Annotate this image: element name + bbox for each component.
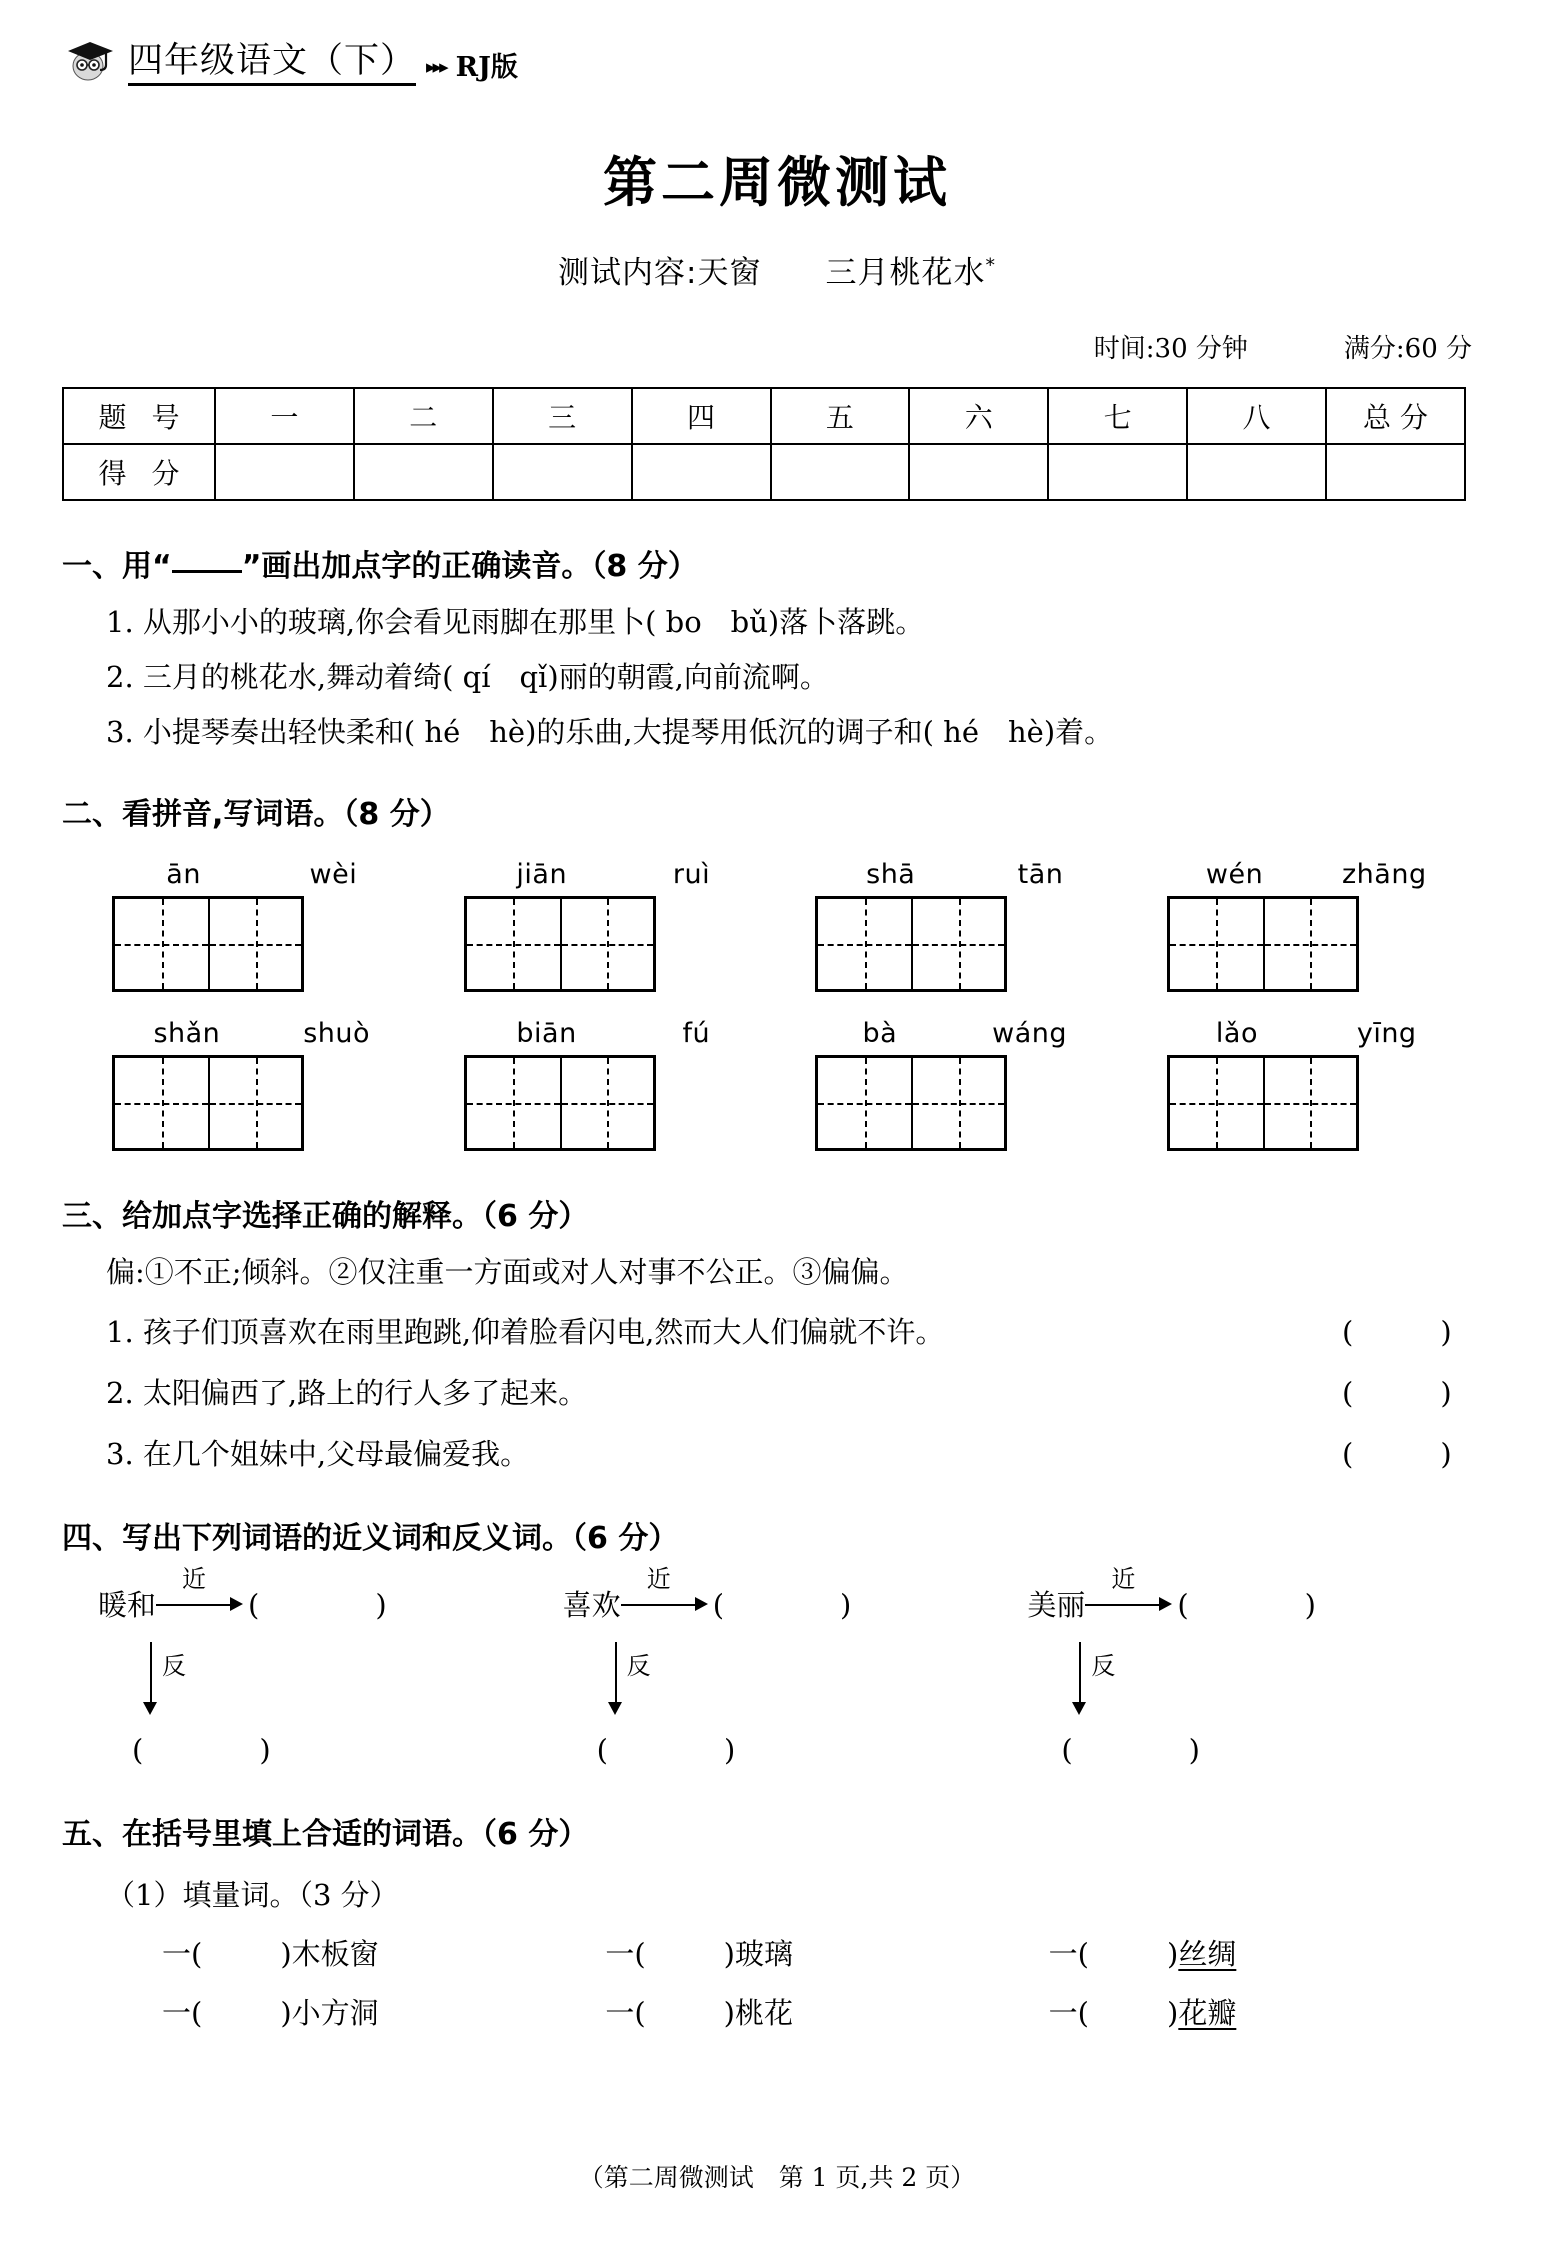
- page-header: [62, 0, 1492, 96]
- question-item-with-answer: [62, 1371, 1492, 1412]
- pinyin-grid-row-2: [62, 1018, 1492, 1151]
- character-box[interactable]: [112, 1055, 304, 1151]
- question-item: 2. 三月的桃花水,舞动着绮( qí qǐ)丽的朝霞,向前流啊。: [106, 659, 829, 694]
- mw-word: 丝绸: [1178, 1937, 1237, 1972]
- section-number-1: 一、: [62, 549, 122, 584]
- question-item-with-answer: [62, 1310, 1492, 1351]
- mw-prefix: 一(: [605, 1937, 646, 1972]
- mw-prefix: 一(: [605, 1996, 646, 2031]
- section-score-3: （6 分）: [482, 1199, 589, 1235]
- page-footer: （第二周微测试 第 1 页,共 2 页）: [578, 2163, 976, 2192]
- measure-word-row: [62, 1991, 1492, 2032]
- score-cell-8[interactable]: [1187, 444, 1326, 500]
- character-box[interactable]: [1167, 896, 1359, 992]
- mw-word: 小方洞: [291, 1996, 379, 2031]
- pinyin-syllable: lǎo: [1215, 1018, 1258, 1050]
- antonym-answer-parenthesis[interactable]: ( ): [596, 1733, 736, 1768]
- section-number-2: 二、: [62, 797, 122, 833]
- mw-suffix: ): [723, 1937, 735, 1972]
- section-heading-5: [62, 1809, 1492, 1853]
- antonym-label: 反: [626, 1652, 651, 1681]
- col-3: 三: [493, 388, 632, 444]
- score-cell-1[interactable]: [215, 444, 354, 500]
- measure-word-item[interactable]: [162, 1932, 605, 1973]
- col-7: 七: [1048, 388, 1187, 444]
- pinyin-syllable: shuò: [303, 1018, 371, 1050]
- mw-prefix: 一(: [162, 1937, 203, 1972]
- score-cell-6[interactable]: [909, 444, 1048, 500]
- synonym-label: 近: [182, 1564, 207, 1593]
- time-limit: 时间:30 分钟: [1093, 334, 1248, 364]
- base-word: 喜欢: [562, 1588, 621, 1623]
- col-2: 二: [354, 388, 493, 444]
- mw-word: 桃花: [734, 1996, 793, 2031]
- score-cell-total[interactable]: [1326, 444, 1465, 500]
- synonym-antonym-block: [562, 1564, 1028, 1769]
- pinyin-syllable: wén: [1205, 859, 1264, 891]
- table-row: [63, 444, 1465, 500]
- section-heading-4: [62, 1513, 1492, 1557]
- subtitle-text: 测试内容:天窗 三月桃花水: [558, 255, 986, 291]
- section-number-4: 四、: [62, 1521, 122, 1557]
- section-head-after-1: ”画出加点字的正确读音。: [241, 549, 592, 584]
- section-heading-2: [62, 789, 1492, 833]
- pinyin-grid-group: [789, 859, 1141, 992]
- score-cell-7[interactable]: [1048, 444, 1187, 500]
- synonym-antonym-block: [98, 1564, 563, 1769]
- character-box[interactable]: [464, 896, 656, 992]
- score-table: [62, 387, 1466, 501]
- total-score: 满分:60 分: [1343, 334, 1472, 364]
- synonym-answer-parenthesis[interactable]: ( ): [1177, 1588, 1316, 1623]
- mw-word: 木板窗: [291, 1937, 379, 1972]
- chevron-right-icon: ▸▸▸: [426, 56, 446, 78]
- exam-meta: [62, 328, 1492, 365]
- section-head-before-1: 用“: [122, 549, 172, 584]
- row-label-question-number: 题 号: [63, 388, 215, 444]
- subsection-text: （1）填量词。: [106, 1878, 299, 1913]
- measure-word-row: [62, 1932, 1492, 1973]
- section-heading-3: [62, 1191, 1492, 1235]
- pinyin-syllable: biān: [516, 1018, 577, 1050]
- synonym-label: 近: [646, 1564, 671, 1593]
- mw-word: 玻璃: [734, 1937, 793, 1972]
- measure-word-item[interactable]: [162, 1991, 605, 2032]
- section-score-2: （8 分）: [343, 797, 450, 833]
- grade-label: 四年级语文（下）: [128, 44, 416, 86]
- section-score-4: （6 分）: [572, 1521, 679, 1557]
- character-box[interactable]: [1167, 1055, 1359, 1151]
- score-cell-3[interactable]: [493, 444, 632, 500]
- pinyin-syllable: jiān: [516, 859, 568, 891]
- pinyin-syllable: wèi: [309, 859, 358, 891]
- mw-suffix: ): [1166, 1937, 1179, 1972]
- mw-suffix: ): [280, 1996, 292, 2031]
- pinyin-syllable: shǎn: [153, 1018, 221, 1050]
- antonym-answer-parenthesis[interactable]: ( ): [1061, 1733, 1200, 1768]
- mw-prefix: 一(: [1048, 1996, 1089, 2031]
- synonym-antonym-block: [1027, 1564, 1492, 1769]
- mw-prefix: 一(: [162, 1996, 203, 2031]
- col-total: 总 分: [1326, 388, 1465, 444]
- pinyin-grid-group: [438, 859, 790, 992]
- pinyin-syllable: zhāng: [1342, 859, 1427, 891]
- pinyin-syllable: bà: [862, 1018, 898, 1050]
- edition-label: RJ版: [455, 52, 518, 83]
- score-cell-4[interactable]: [632, 444, 771, 500]
- measure-word-item[interactable]: [605, 1991, 1048, 2032]
- synonym-answer-parenthesis[interactable]: ( ): [712, 1588, 852, 1623]
- answer-parenthesis[interactable]: ( ): [1342, 1315, 1452, 1350]
- subtitle: [62, 247, 1492, 292]
- section-head-text-3: 给加点字选择正确的解释。: [122, 1199, 482, 1235]
- base-word: 美丽: [1027, 1588, 1086, 1623]
- subtitle-asterisk: *: [985, 254, 996, 277]
- col-5: 五: [771, 388, 910, 444]
- antonym-answer-parenthesis[interactable]: ( ): [132, 1733, 271, 1768]
- antonym-label: 反: [1091, 1652, 1116, 1681]
- col-8: 八: [1187, 388, 1326, 444]
- measure-word-item[interactable]: [605, 1932, 1048, 1973]
- pinyin-syllable: ruì: [672, 859, 711, 891]
- measure-word-item[interactable]: [1049, 1991, 1492, 2032]
- answer-parenthesis[interactable]: ( ): [1342, 1376, 1452, 1411]
- pinyin-grid-group: [438, 1018, 790, 1151]
- row-label-score: 得 分: [63, 444, 215, 500]
- mw-suffix: ): [280, 1937, 292, 1972]
- question-item: 3. 小提琴奏出轻快柔和( hé hè)的乐曲,大提琴用低沉的调子和( hé hè)着。: [106, 714, 1114, 749]
- section-head-text-4: 写出下列词语的近义词和反义词。: [122, 1521, 572, 1557]
- underline-placeholder: [172, 570, 242, 573]
- col-4: 四: [632, 388, 771, 444]
- character-box[interactable]: [815, 1055, 1007, 1151]
- pinyin-syllable: ān: [166, 859, 201, 891]
- section-heading-1: [62, 541, 1492, 585]
- synonym-arrow-icon: [1085, 1564, 1177, 1619]
- measure-word-item[interactable]: [1049, 1932, 1492, 1973]
- question-text: 1. 孩子们顶喜欢在雨里跑跳,仰着脸看闪电,然而大人们偏就不许。: [106, 1315, 945, 1350]
- section-head-text-5: 在括号里填上合适的词语。: [122, 1817, 482, 1853]
- section-score-1: （8 分）: [591, 549, 698, 584]
- question-item: 1. 从那小小的玻璃,你会看见雨脚在那里卜( bo bǔ)落卜落跳。: [106, 605, 925, 639]
- subsection-score: （3 分）: [298, 1878, 399, 1913]
- table-row: [63, 388, 1465, 444]
- section-head-text-2: 看拼音,写词语。: [122, 797, 344, 833]
- section-score-5: （6 分）: [482, 1817, 589, 1853]
- synonym-antonym-row: [62, 1564, 1492, 1769]
- mw-prefix: 一(: [1048, 1937, 1089, 1972]
- synonym-answer-parenthesis[interactable]: ( ): [248, 1588, 387, 1623]
- pinyin-grid-row-1: [62, 859, 1492, 992]
- character-box[interactable]: [815, 896, 1007, 992]
- score-cell-2[interactable]: [354, 444, 493, 500]
- antonym-arrow-icon: [615, 1642, 735, 1720]
- synonym-label: 近: [1111, 1564, 1136, 1593]
- pinyin-grid-group: [86, 1018, 438, 1151]
- character-box[interactable]: [464, 1055, 656, 1151]
- antonym-arrow-icon: [1079, 1642, 1199, 1720]
- pinyin-grid-group: [86, 859, 438, 992]
- question-item-with-answer: [62, 1432, 1492, 1473]
- page-title: 第二周微测试: [603, 150, 951, 214]
- graduation-cap-icon: [62, 34, 118, 84]
- synonym-arrow-icon: [621, 1564, 713, 1619]
- section-number-3: 三、: [62, 1199, 122, 1235]
- antonym-arrow-icon: [150, 1642, 270, 1720]
- col-1: 一: [215, 388, 354, 444]
- pinyin-grid-group: [789, 1018, 1141, 1151]
- answer-parenthesis[interactable]: ( ): [1342, 1437, 1452, 1472]
- pinyin-syllable: wáng: [992, 1018, 1067, 1050]
- mw-word: 花瓣: [1178, 1996, 1237, 2031]
- base-word: 暖和: [98, 1588, 157, 1623]
- synonym-arrow-icon: [156, 1564, 248, 1619]
- mw-suffix: ): [723, 1996, 735, 2031]
- pinyin-syllable: fú: [682, 1018, 711, 1050]
- pinyin-syllable: shā: [866, 859, 916, 891]
- character-box[interactable]: [112, 896, 304, 992]
- pinyin-grid-group: [1141, 859, 1493, 992]
- definition-line: 偏:①不正;倾斜。②仅注重一方面或对人对事不公正。③偏偏。: [106, 1255, 909, 1290]
- section-number-5: 五、: [62, 1817, 122, 1853]
- col-6: 六: [909, 388, 1048, 444]
- score-cell-5[interactable]: [771, 444, 910, 500]
- mw-suffix: ): [1166, 1996, 1179, 2031]
- question-text: 3. 在几个姐妹中,父母最偏爱我。: [106, 1437, 530, 1472]
- question-text: 2. 太阳偏西了,路上的行人多了起来。: [106, 1376, 588, 1411]
- pinyin-syllable: yīng: [1356, 1018, 1417, 1050]
- subsection-label: [62, 1873, 1492, 1914]
- pinyin-syllable: tān: [1017, 859, 1064, 891]
- antonym-label: 反: [162, 1652, 186, 1681]
- pinyin-grid-group: [1141, 1018, 1493, 1151]
